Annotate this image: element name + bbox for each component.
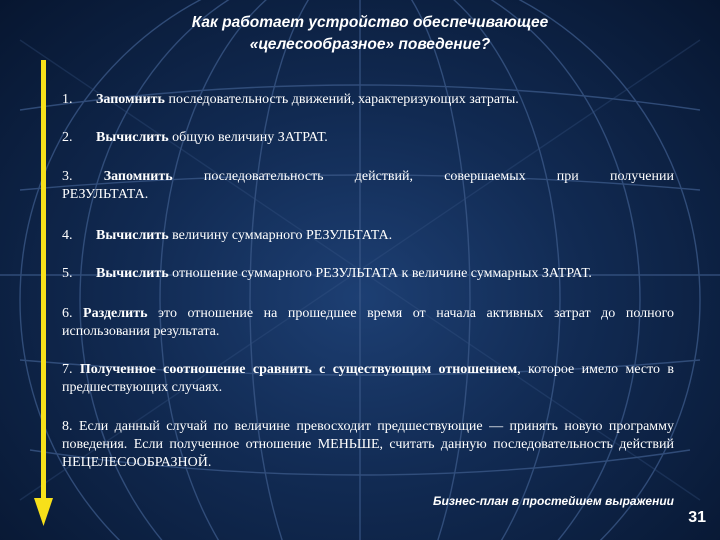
title-line-1: Как работает устройство обеспечивающее (191, 14, 549, 31)
step-item: 3. Запомнить последовательность действий, совершаемых при получении РЕЗУЛЬТАТА. (62, 169, 674, 202)
footer-caption: Бизнес-план в простейшем выражении (433, 494, 674, 508)
step-item: 7. Полученное соотношение сравнить с существующим отношением, которое имело место в предшествующих случаях. (62, 362, 674, 395)
step-item: 2. Вычислить общую величину ЗАТРАТ. (62, 130, 328, 145)
step-item: 4. Вычислить величину суммарного РЕЗУЛЬТАТА. (62, 228, 393, 243)
title-line-2: «целесообразное» поведение? (249, 36, 491, 53)
step-item: 8. Если данный случай по величине превосходит предшествующие — принять новую программу поведения. Если полученное отношение МЕНЬШЕ, считать данную последовательность действий НЕЦЕЛЕСООБРАЗНОЙ. (62, 419, 675, 470)
step-item: 5. Вычислить отношение суммарного РЕЗУЛЬТАТА к величине суммарных ЗАТРАТ. (62, 266, 592, 281)
step-item: 6. Разделить это отношение на прошедшее время от начала активных затрат до полного использования результата. (62, 306, 675, 339)
page-number: 31 (688, 509, 706, 526)
step-item: 1. Запомнить последовательность движений, характеризующих затраты. (62, 92, 519, 107)
slide-title (130, 12, 610, 56)
downward-arrow (34, 60, 54, 526)
